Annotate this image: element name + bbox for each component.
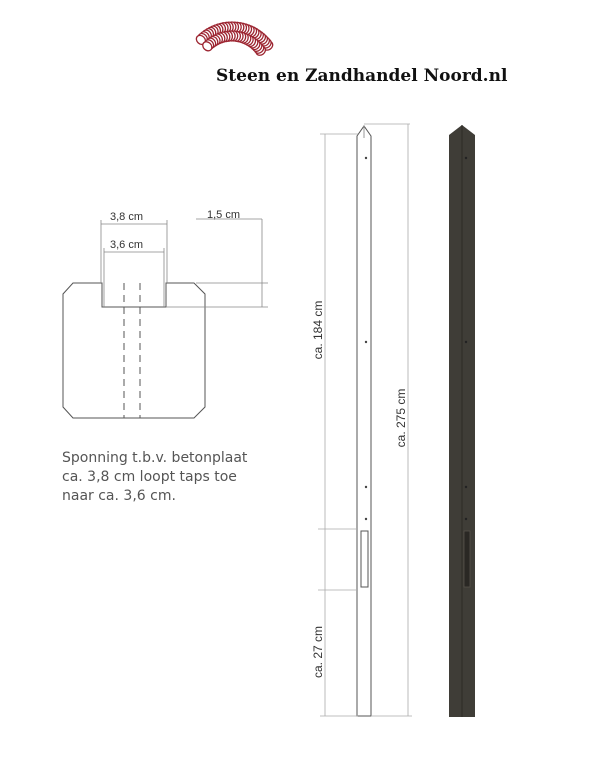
post-cross-section [63, 219, 268, 418]
note-line-3: naar ca. 3,6 cm. [62, 488, 176, 504]
dim-bottom-label: ca. 27 cm [311, 625, 325, 679]
post-light-slot [361, 531, 368, 587]
brand-name: Steen en Zandhandel Noord.nl [216, 66, 508, 86]
dim-outer-width [101, 220, 167, 283]
stone-ring-icon [195, 22, 275, 57]
dim-top-label: ca. 184 cm [311, 300, 325, 360]
post-dark [449, 125, 475, 717]
note-line-2: ca. 3,8 cm loopt taps toe [62, 469, 237, 485]
dim-outer-width-label: 3,8 cm [110, 211, 144, 223]
logo [195, 22, 508, 86]
dim-total-label: ca. 275 cm [394, 388, 408, 448]
post-light-outline [357, 126, 371, 716]
note-line-1: Sponning t.b.v. betonplaat [62, 450, 248, 466]
post-dark-slot [464, 531, 470, 587]
profile-outline [63, 283, 205, 418]
dim-inner-width [104, 248, 164, 307]
dim-inner-width-label: 3,6 cm [110, 239, 144, 251]
post-light [357, 126, 371, 716]
profile-note [62, 449, 302, 506]
dim-depth [166, 219, 268, 307]
dim-depth-label: 1,5 cm [207, 209, 241, 221]
